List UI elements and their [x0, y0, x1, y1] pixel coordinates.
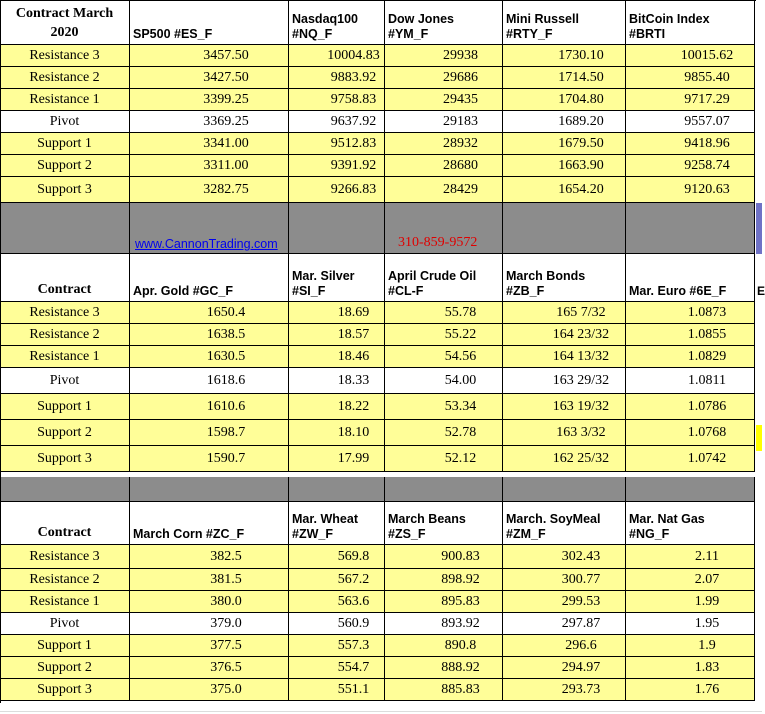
level-value: 293.73 [503, 679, 626, 701]
level-value: 379.0 [130, 613, 289, 635]
level-value: 560.9 [289, 613, 385, 635]
level-label: Support 2 [0, 657, 130, 679]
level-value: 1.0768 [626, 420, 755, 446]
instrument-header [385, 502, 503, 545]
instrument-header [503, 502, 626, 545]
separator-band [503, 477, 626, 502]
header-line-1: Dow Jones [388, 12, 454, 26]
level-value: 376.5 [130, 657, 289, 679]
level-value: 9855.40 [626, 67, 755, 89]
level-value: 9512.83 [289, 133, 385, 155]
edge-fill-yellow [756, 425, 762, 451]
left-border [0, 1, 1, 703]
separator-band [385, 477, 503, 502]
header-line-2: #ZB_F [506, 284, 545, 298]
header-line-2: #BRTI [629, 27, 666, 41]
header-line-1: Contract March [15, 5, 114, 21]
empty-grid-row [0, 711, 762, 712]
overflow-header-text: E [757, 284, 765, 298]
header-line-2: #YM_F [388, 27, 429, 41]
header-line-2: Mar. Euro #6E_F [629, 284, 727, 298]
separator-band [626, 477, 755, 502]
level-value: 164 13/32 [503, 346, 626, 368]
level-label: Support 3 [0, 177, 130, 203]
level-label: Resistance 3 [0, 545, 130, 569]
website-link[interactable]: www.CannonTrading.com [130, 203, 289, 254]
level-value: 300.77 [503, 569, 626, 591]
level-label: Resistance 3 [0, 45, 130, 67]
header-line-1: Mar. Nat Gas [629, 512, 705, 526]
header-line-1: March Beans [388, 512, 466, 526]
level-value: 302.43 [503, 545, 626, 569]
level-label: Pivot [0, 368, 130, 394]
level-value: 569.8 [289, 545, 385, 569]
level-value: 10015.62 [626, 45, 755, 67]
level-value: 1.99 [626, 591, 755, 613]
level-value: 381.5 [130, 569, 289, 591]
level-value: 2.11 [626, 545, 755, 569]
level-value: 1598.7 [130, 420, 289, 446]
separator-band [130, 477, 289, 502]
phone-number: 310-859-9572 [385, 203, 503, 254]
level-value: 900.83 [385, 545, 503, 569]
level-value: 28429 [385, 177, 503, 203]
level-value: 297.87 [503, 613, 626, 635]
header-line-2: #RTY_F [506, 27, 553, 41]
header-line-1: April Crude Oil [388, 269, 477, 283]
level-value: 163 29/32 [503, 368, 626, 394]
level-value: 893.92 [385, 613, 503, 635]
level-value: 9557.07 [626, 111, 755, 133]
level-value: 9717.29 [626, 89, 755, 111]
level-value: 1.9 [626, 635, 755, 657]
header-line-1: March. SoyMeal [506, 512, 601, 526]
level-value: 1.76 [626, 679, 755, 701]
level-value: 1638.5 [130, 324, 289, 346]
instrument-header [289, 254, 385, 302]
level-value: 382.5 [130, 545, 289, 569]
level-value: 888.92 [385, 657, 503, 679]
level-value: 54.56 [385, 346, 503, 368]
header-line-2: 2020 [50, 24, 79, 40]
level-value: 3282.75 [130, 177, 289, 203]
header-line-2: SP500 #ES_F [133, 27, 213, 41]
level-value: 163 3/32 [503, 420, 626, 446]
level-value: 18.69 [289, 302, 385, 324]
level-value: 1610.6 [130, 394, 289, 420]
level-value: 52.12 [385, 446, 503, 472]
level-value: 1679.50 [503, 133, 626, 155]
level-value: 563.6 [289, 591, 385, 613]
level-value: 1704.80 [503, 89, 626, 111]
separator-band [0, 203, 130, 254]
header-line-2: #ZS_F [388, 527, 426, 541]
level-value: 551.1 [289, 679, 385, 701]
level-value: 895.83 [385, 591, 503, 613]
level-value: 55.22 [385, 324, 503, 346]
instrument-header [626, 254, 755, 302]
level-value: 17.99 [289, 446, 385, 472]
level-label: Support 1 [0, 394, 130, 420]
level-value: 1.0873 [626, 302, 755, 324]
instrument-header [289, 502, 385, 545]
instrument-header [385, 254, 503, 302]
top-border [0, 0, 756, 1]
level-value: 1730.10 [503, 45, 626, 67]
level-label: Resistance 1 [0, 591, 130, 613]
level-label: Resistance 2 [0, 324, 130, 346]
level-label: Resistance 3 [0, 302, 130, 324]
level-value: 9637.92 [289, 111, 385, 133]
level-value: 1654.20 [503, 177, 626, 203]
header-line-2: March Corn #ZC_F [133, 527, 245, 541]
level-value: 54.00 [385, 368, 503, 394]
level-value: 375.0 [130, 679, 289, 701]
level-label: Support 1 [0, 133, 130, 155]
level-label: Support 1 [0, 635, 130, 657]
header-line-1: Nasdaq100 [292, 12, 359, 26]
separator-band [289, 203, 385, 254]
level-value: 1650.4 [130, 302, 289, 324]
header-line-1: March Bonds [506, 269, 586, 283]
level-value: 3369.25 [130, 111, 289, 133]
level-value: 1590.7 [130, 446, 289, 472]
level-value: 10004.83 [289, 45, 385, 67]
instrument-header [130, 254, 289, 302]
level-value: 9258.74 [626, 155, 755, 177]
level-value: 1.0742 [626, 446, 755, 472]
level-value: 299.53 [503, 591, 626, 613]
level-value: 377.5 [130, 635, 289, 657]
instrument-header [289, 1, 385, 45]
level-value: 3457.50 [130, 45, 289, 67]
level-label: Support 3 [0, 446, 130, 472]
level-value: 9758.83 [289, 89, 385, 111]
level-value: 18.46 [289, 346, 385, 368]
level-value: 9883.92 [289, 67, 385, 89]
header-line-2: Apr. Gold #GC_F [133, 284, 234, 298]
level-value: 1618.6 [130, 368, 289, 394]
level-value: 18.33 [289, 368, 385, 394]
level-label: Pivot [0, 111, 130, 133]
instrument-header [626, 502, 755, 545]
level-value: 29435 [385, 89, 503, 111]
instrument-header [385, 1, 503, 45]
level-value: 1.0829 [626, 346, 755, 368]
level-value: 9391.92 [289, 155, 385, 177]
header-line-1: Mar. Silver [292, 269, 355, 283]
level-value: 9418.96 [626, 133, 755, 155]
contract-header [0, 1, 130, 45]
level-value: 18.10 [289, 420, 385, 446]
separator-band [0, 477, 130, 502]
level-value: 898.92 [385, 569, 503, 591]
level-value: 1630.5 [130, 346, 289, 368]
level-value: 3341.00 [130, 133, 289, 155]
instrument-header [130, 502, 289, 545]
instrument-header [130, 1, 289, 45]
level-value: 2.07 [626, 569, 755, 591]
level-value: 296.6 [503, 635, 626, 657]
level-value: 162 25/32 [503, 446, 626, 472]
level-value: 9120.63 [626, 177, 755, 203]
level-label: Resistance 1 [0, 89, 130, 111]
contract-header: Contract [0, 502, 130, 545]
level-value: 3311.00 [130, 155, 289, 177]
header-line-2: #NQ_F [292, 27, 333, 41]
edge-fill-blue [756, 203, 762, 254]
header-line-1: Mar. Wheat [292, 512, 358, 526]
contract-header: Contract [0, 254, 130, 302]
level-value: 554.7 [289, 657, 385, 679]
level-label: Support 2 [0, 420, 130, 446]
level-value: 28680 [385, 155, 503, 177]
level-value: 1.0855 [626, 324, 755, 346]
level-value: 163 19/32 [503, 394, 626, 420]
level-value: 567.2 [289, 569, 385, 591]
header-line-2: #ZM_F [506, 527, 546, 541]
level-value: 52.78 [385, 420, 503, 446]
level-value: 53.34 [385, 394, 503, 420]
level-value: 380.0 [130, 591, 289, 613]
level-value: 3399.25 [130, 89, 289, 111]
header-line-1: BitCoin Index [629, 12, 710, 26]
level-value: 1663.90 [503, 155, 626, 177]
separator-band [626, 203, 755, 254]
level-label: Pivot [0, 613, 130, 635]
level-value: 1.0786 [626, 394, 755, 420]
header-line-1: Mini Russell [506, 12, 579, 26]
level-value: 165 7/32 [503, 302, 626, 324]
level-value: 1714.50 [503, 67, 626, 89]
level-value: 29686 [385, 67, 503, 89]
level-value: 294.97 [503, 657, 626, 679]
level-label: Resistance 2 [0, 67, 130, 89]
level-label: Support 2 [0, 155, 130, 177]
level-value: 1.83 [626, 657, 755, 679]
level-value: 1.0811 [626, 368, 755, 394]
header-line-2: #NG_F [629, 527, 670, 541]
level-value: 18.22 [289, 394, 385, 420]
instrument-header [503, 254, 626, 302]
header-line-2: #CL-F [388, 284, 424, 298]
level-value: 164 23/32 [503, 324, 626, 346]
level-value: 1689.20 [503, 111, 626, 133]
level-label: Resistance 1 [0, 346, 130, 368]
separator-band [503, 203, 626, 254]
level-label: Support 3 [0, 679, 130, 701]
header-line-2: #ZW_F [292, 527, 333, 541]
level-label: Resistance 2 [0, 569, 130, 591]
level-value: 1.95 [626, 613, 755, 635]
level-value: 9266.83 [289, 177, 385, 203]
level-value: 18.57 [289, 324, 385, 346]
instrument-header [503, 1, 626, 45]
level-value: 29183 [385, 111, 503, 133]
level-value: 3427.50 [130, 67, 289, 89]
level-value: 29938 [385, 45, 503, 67]
separator-band [289, 477, 385, 502]
level-value: 28932 [385, 133, 503, 155]
instrument-header [626, 1, 755, 45]
level-value: 557.3 [289, 635, 385, 657]
level-value: 55.78 [385, 302, 503, 324]
level-value: 885.83 [385, 679, 503, 701]
level-value: 890.8 [385, 635, 503, 657]
header-line-2: #SI_F [292, 284, 326, 298]
